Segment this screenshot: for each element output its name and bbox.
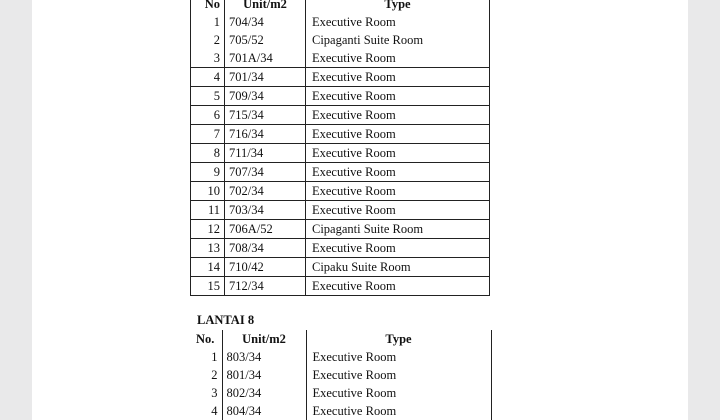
- cell-unit: 705/52: [225, 31, 306, 49]
- cell-unit: 703/34: [225, 201, 306, 220]
- cell-unit: 706A/52: [225, 220, 306, 239]
- floor8-unit-table: [190, 330, 492, 420]
- cell-no: 13: [191, 239, 225, 258]
- table-row: [191, 125, 490, 144]
- header-no: No: [191, 0, 225, 13]
- table-row: [191, 220, 490, 239]
- cell-unit: 708/34: [225, 239, 306, 258]
- cell-unit: 701/34: [225, 68, 306, 87]
- table-row: [191, 258, 490, 277]
- cell-type: Executive Room: [306, 13, 490, 31]
- cell-unit: 702/34: [225, 182, 306, 201]
- table-row: [190, 402, 491, 420]
- table-row: [191, 201, 490, 220]
- cell-type: Executive Room: [306, 87, 490, 106]
- cell-no: 7: [191, 125, 225, 144]
- cell-no: 4: [191, 68, 225, 87]
- cell-type: Executive Room: [306, 348, 491, 366]
- cell-type: Cipaganti Suite Room: [306, 31, 490, 49]
- cell-no: 10: [191, 182, 225, 201]
- cell-unit: 707/34: [225, 163, 306, 182]
- table-header-row: [191, 0, 490, 13]
- cell-type: Cipaganti Suite Room: [306, 220, 490, 239]
- cell-no: 14: [191, 258, 225, 277]
- cell-no: 5: [191, 87, 225, 106]
- cell-type: Executive Room: [306, 402, 491, 420]
- cell-unit: 804/34: [222, 402, 306, 420]
- table-row: [191, 239, 490, 258]
- cell-no: 1: [191, 13, 225, 31]
- header-unit: Unit/m2: [225, 0, 306, 13]
- cell-unit: 701A/34: [225, 49, 306, 68]
- cell-no: 2: [190, 366, 222, 384]
- cell-no: 8: [191, 144, 225, 163]
- cell-unit: 704/34: [225, 13, 306, 31]
- cell-no: 1: [190, 348, 222, 366]
- cell-no: 4: [190, 402, 222, 420]
- table-row: [191, 106, 490, 125]
- header-type: Type: [306, 0, 490, 13]
- cell-no: 15: [191, 277, 225, 296]
- table-row: [191, 144, 490, 163]
- table-row: [190, 348, 491, 366]
- floor-8-title: LANTAI 8: [197, 313, 255, 327]
- cell-type: Executive Room: [306, 201, 490, 220]
- cell-unit: 801/34: [222, 366, 306, 384]
- cell-unit: 711/34: [225, 144, 306, 163]
- cell-type: Executive Room: [306, 277, 490, 296]
- cell-no: 11: [191, 201, 225, 220]
- cell-no: 3: [190, 384, 222, 402]
- cell-no: 9: [191, 163, 225, 182]
- floor7-unit-table: [190, 0, 490, 296]
- cell-no: 2: [191, 31, 225, 49]
- cell-unit: 716/34: [225, 125, 306, 144]
- cell-type: Cipaku Suite Room: [306, 258, 490, 277]
- table-row: [191, 163, 490, 182]
- header-type: Type: [306, 330, 491, 348]
- cell-type: Executive Room: [306, 163, 490, 182]
- cell-unit: 803/34: [222, 348, 306, 366]
- table-row: [191, 87, 490, 106]
- table-row: [191, 13, 490, 31]
- table-row: [191, 49, 490, 68]
- cell-type: Executive Room: [306, 125, 490, 144]
- table-row: [190, 384, 491, 402]
- cell-type: Executive Room: [306, 68, 490, 87]
- cell-type: Executive Room: [306, 384, 491, 402]
- cell-unit: 709/34: [225, 87, 306, 106]
- cell-unit: 802/34: [222, 384, 306, 402]
- cell-type: Executive Room: [306, 144, 490, 163]
- cell-type: Executive Room: [306, 182, 490, 201]
- cell-unit: 712/34: [225, 277, 306, 296]
- cell-unit: 715/34: [225, 106, 306, 125]
- cell-no: 12: [191, 220, 225, 239]
- table-row: [190, 366, 491, 384]
- table-header-row: [190, 330, 491, 348]
- header-unit: Unit/m2: [222, 330, 306, 348]
- table-row: [191, 182, 490, 201]
- cell-no: 6: [191, 106, 225, 125]
- cell-type: Executive Room: [306, 106, 490, 125]
- cell-type: Executive Room: [306, 239, 490, 258]
- cell-unit: 710/42: [225, 258, 306, 277]
- cell-type: Executive Room: [306, 366, 491, 384]
- cell-no: 3: [191, 49, 225, 68]
- table-row: [191, 68, 490, 87]
- table-row: [191, 277, 490, 296]
- header-no: No.: [190, 330, 222, 348]
- cell-type: Executive Room: [306, 49, 490, 68]
- table-row: [191, 31, 490, 49]
